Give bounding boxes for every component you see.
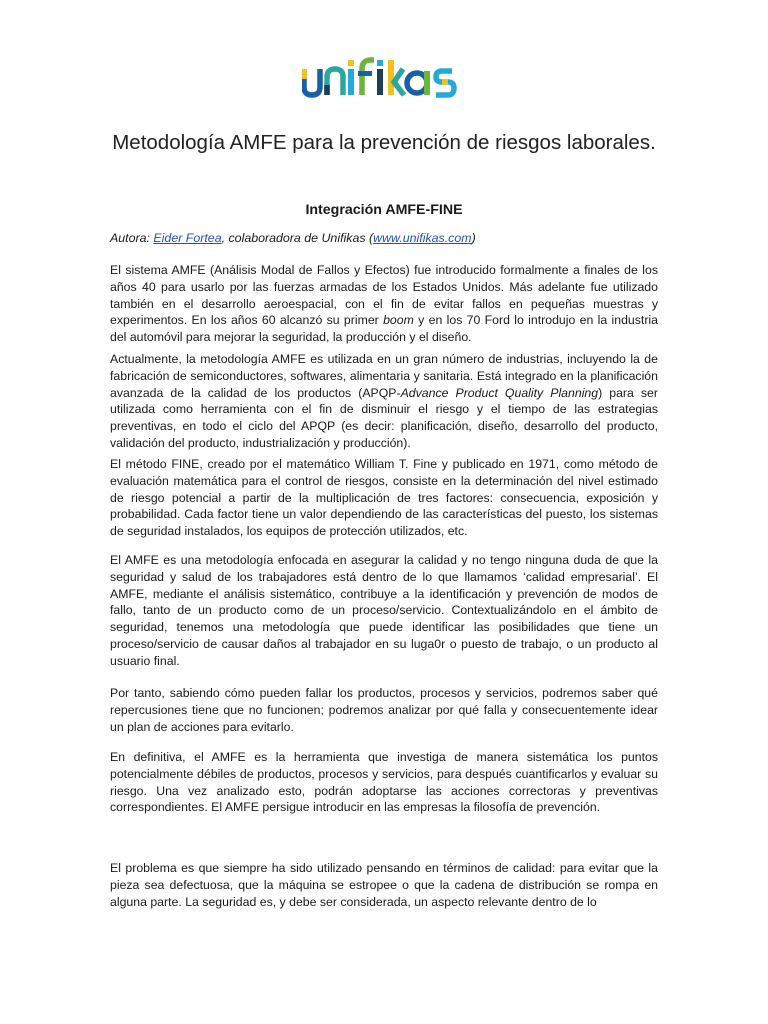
paragraph-1-text-b: y en los 70 Ford lo introdujo en la industria del automóvil para mejorar la seguridad, la producción y el diseño. [110, 313, 658, 345]
paragraph-2 [110, 351, 658, 452]
author-prefix: Autora: [110, 231, 154, 245]
paragraph-1 [110, 262, 658, 346]
paragraph-1-text-a: El sistema AMFE (Análisis Modal de Fallos y Efectos) fue introducido formalmente a finales de los años 40 para usarlo por las fuerzas armadas de los Estados Unidos. Más adelante fue utilizado también en el desarrollo aeroespacial, con el fin de evitar fallos en pequeñas muestras y experimentos. En los años 60 alcanzó su primer [110, 263, 658, 328]
paragraph-6: En definitiva, el AMFE es la herramienta que investiga de manera sistemática los puntos potencialmente débiles de productos, procesos y servicios, para después cuantificarlos y evaluar su riesgo. Una vez analizado esto, podrán adoptarse las acciones correctoras y preventivas correspondientes. El AMFE persigue introducir en las empresas la filosofía de prevención. [110, 750, 658, 815]
paragraph-3: El método FINE, creado por el matemático William T. Fine y publicado en 1971, como método de evaluación matemática para el control de riesgos, consiste en la determinación del nivel estimado de riesgo potencial a partir de la multiplicación de tres factores: consecuencia, exposición y probabilidad. Cada factor tiene un valor dependiendo de las características del puesto, los sistemas de seguridad instalados, los equipos de protección utilizados, etc. [110, 457, 658, 539]
paragraph-2-emphasis: Advance Product Quality Planning [400, 385, 599, 400]
paragraph-1-emphasis: boom [383, 313, 414, 328]
paragraph-4: El AMFE es una metodología enfocada en asegurar la calidad y no tengo ninguna duda de que la seguridad y salud de los trabajadores está dentro de lo que llamamos ‘calidad empresarial’. El AMFE, mediante el análisis sistemático, contribuye a la identificación y prevención de modos de fallo, tanto de un producto como de un proceso/servicio. Contextualizándolo en el ámbito de seguridad, tenemos una metodología que puede identificar las posibilidades que tiene un proceso/servicio de causar daños al trabajador en su luga0r o puesto de trabajo, o un producto al usuario final. [110, 553, 658, 668]
unifikas-logo [302, 57, 468, 99]
paragraph-2-text-b: ) para ser utilizada como herramienta con el fin de disminuir el riesgo y el tiempo de las estrategias preventivas, en todo el ciclo del APQP (es decir: planificación, diseño, desarrollo del producto, validación del producto, industrialización y producción). [110, 385, 658, 450]
document-title: Metodología AMFE para la prevención de riesgos laborales. [112, 131, 656, 154]
logo-graphic [302, 57, 468, 99]
document-subtitle: Integración AMFE-FINE [305, 202, 463, 218]
author-name-link[interactable]: Eider Fortea [153, 231, 222, 245]
author-middle: , colaboradora de Unifikas ( [221, 231, 374, 245]
paragraph-2-text-a: Actualmente, la metodología AMFE es utilizada en un gran número de industrias, incluyendo la de fabricación de semiconductores, softwares, alimentaria y sanitaria. Está integrado en la planificación avanzada de la calidad de los productos (APQP- [110, 352, 658, 400]
paragraph-5: Por tanto, sabiendo cómo pueden fallar los productos, procesos y servicios, podremos saber qué repercusiones tiene que no funcionen; podremos analizar por qué falla y consecuentemente idear un plan de acciones para evitarlo. [110, 686, 658, 734]
author-line [110, 230, 658, 247]
paragraph-7: El problema es que siempre ha sido utilizado pensando en términos de calidad: para evitar que la pieza sea defectuosa, que la máquina se estropee o que la cadena de distribución se rompa en alguna parte. La seguridad es, y debe ser considerada, un aspecto relevante dentro de lo [110, 861, 658, 909]
website-link[interactable]: www.unifikas.com [373, 231, 472, 245]
author-suffix: ) [471, 231, 476, 245]
